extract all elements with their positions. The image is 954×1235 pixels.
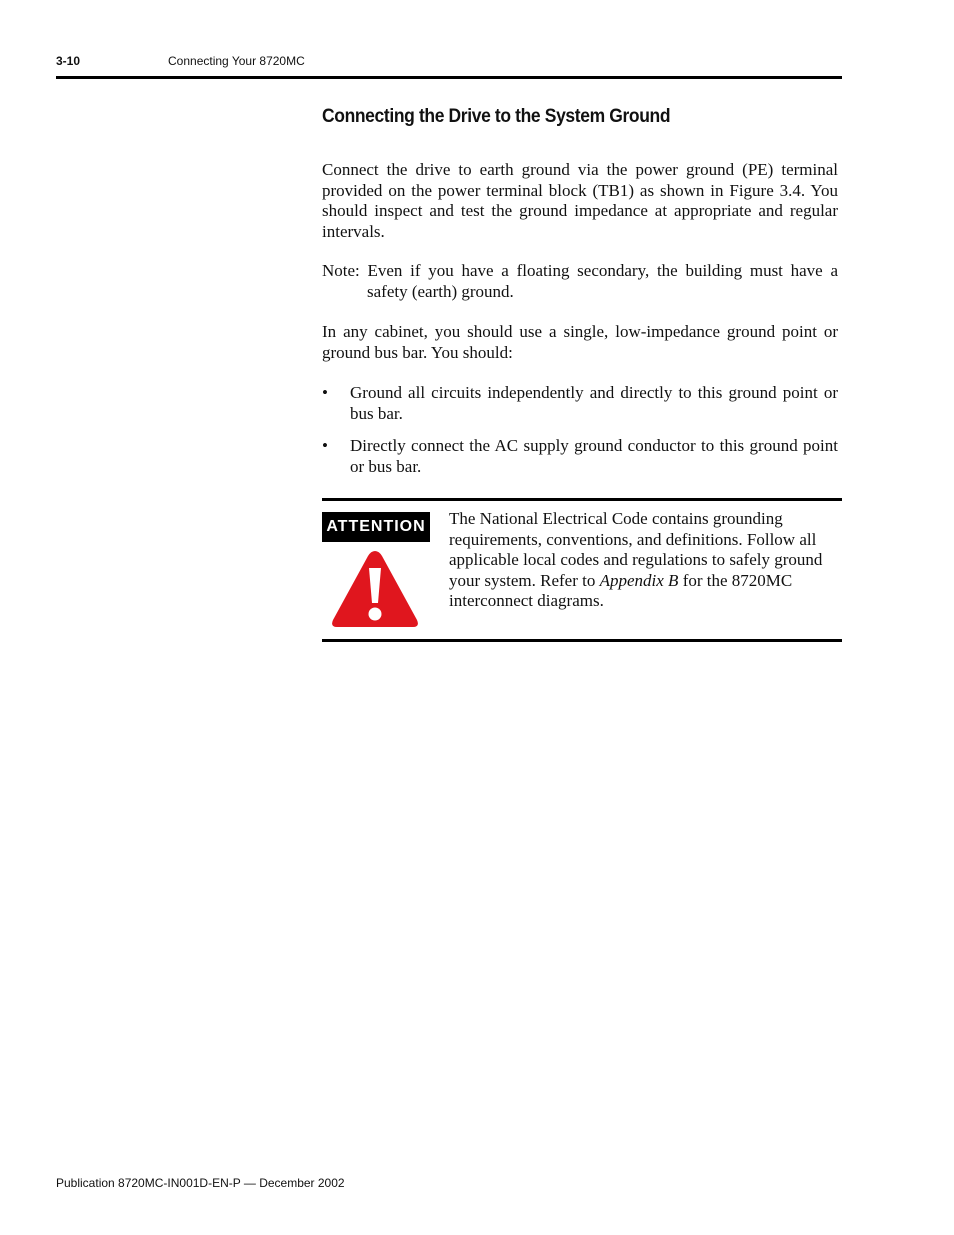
page-header xyxy=(56,52,842,79)
attention-text-start: The National Electrical Code contains grounding requirements, conventions, and definitions. Follow all applicable local codes and regulations to safely ground your system. Refer to xyxy=(449,509,823,590)
attention-text-end: for the 8720MC interconnect diagrams. xyxy=(449,570,793,610)
running-title: Connecting Your 8720MC xyxy=(168,54,305,68)
page-footer: Publication 8720MC-IN001D-EN-P — December 2002 xyxy=(56,1176,345,1190)
list-item xyxy=(322,383,838,424)
bullet-icon: • xyxy=(322,436,328,455)
appendix-reference: Appendix B xyxy=(599,570,679,590)
attention-label: ATTENTION xyxy=(322,512,430,542)
list-item-text: Ground all circuits independently and directly to this ground point or bus bar. xyxy=(350,383,838,423)
attention-box xyxy=(322,498,842,642)
cabinet-paragraph: In any cabinet, you should use a single, low-impedance ground point or ground bus bar. You should: xyxy=(322,322,838,362)
bullet-icon: • xyxy=(322,383,328,402)
list-item xyxy=(322,436,838,477)
note-paragraph: Note: Even if you have a floating secondary, the building must have a safety (earth) ground. xyxy=(322,261,838,301)
attention-text xyxy=(449,509,831,612)
page-number: 3-10 xyxy=(56,54,81,68)
intro-paragraph: Connect the drive to earth ground via the power ground (PE) terminal provided on the power terminal block (TB1) as shown in Figure 3.4. You should inspect and test the ground impedance at appropriate and regular intervals. xyxy=(322,160,838,241)
list-item-text: Directly connect the AC supply ground conductor to this ground point or bus bar. xyxy=(350,436,838,476)
warning-triangle-icon xyxy=(330,547,420,631)
section-heading: Connecting the Drive to the System Ground xyxy=(322,106,671,127)
